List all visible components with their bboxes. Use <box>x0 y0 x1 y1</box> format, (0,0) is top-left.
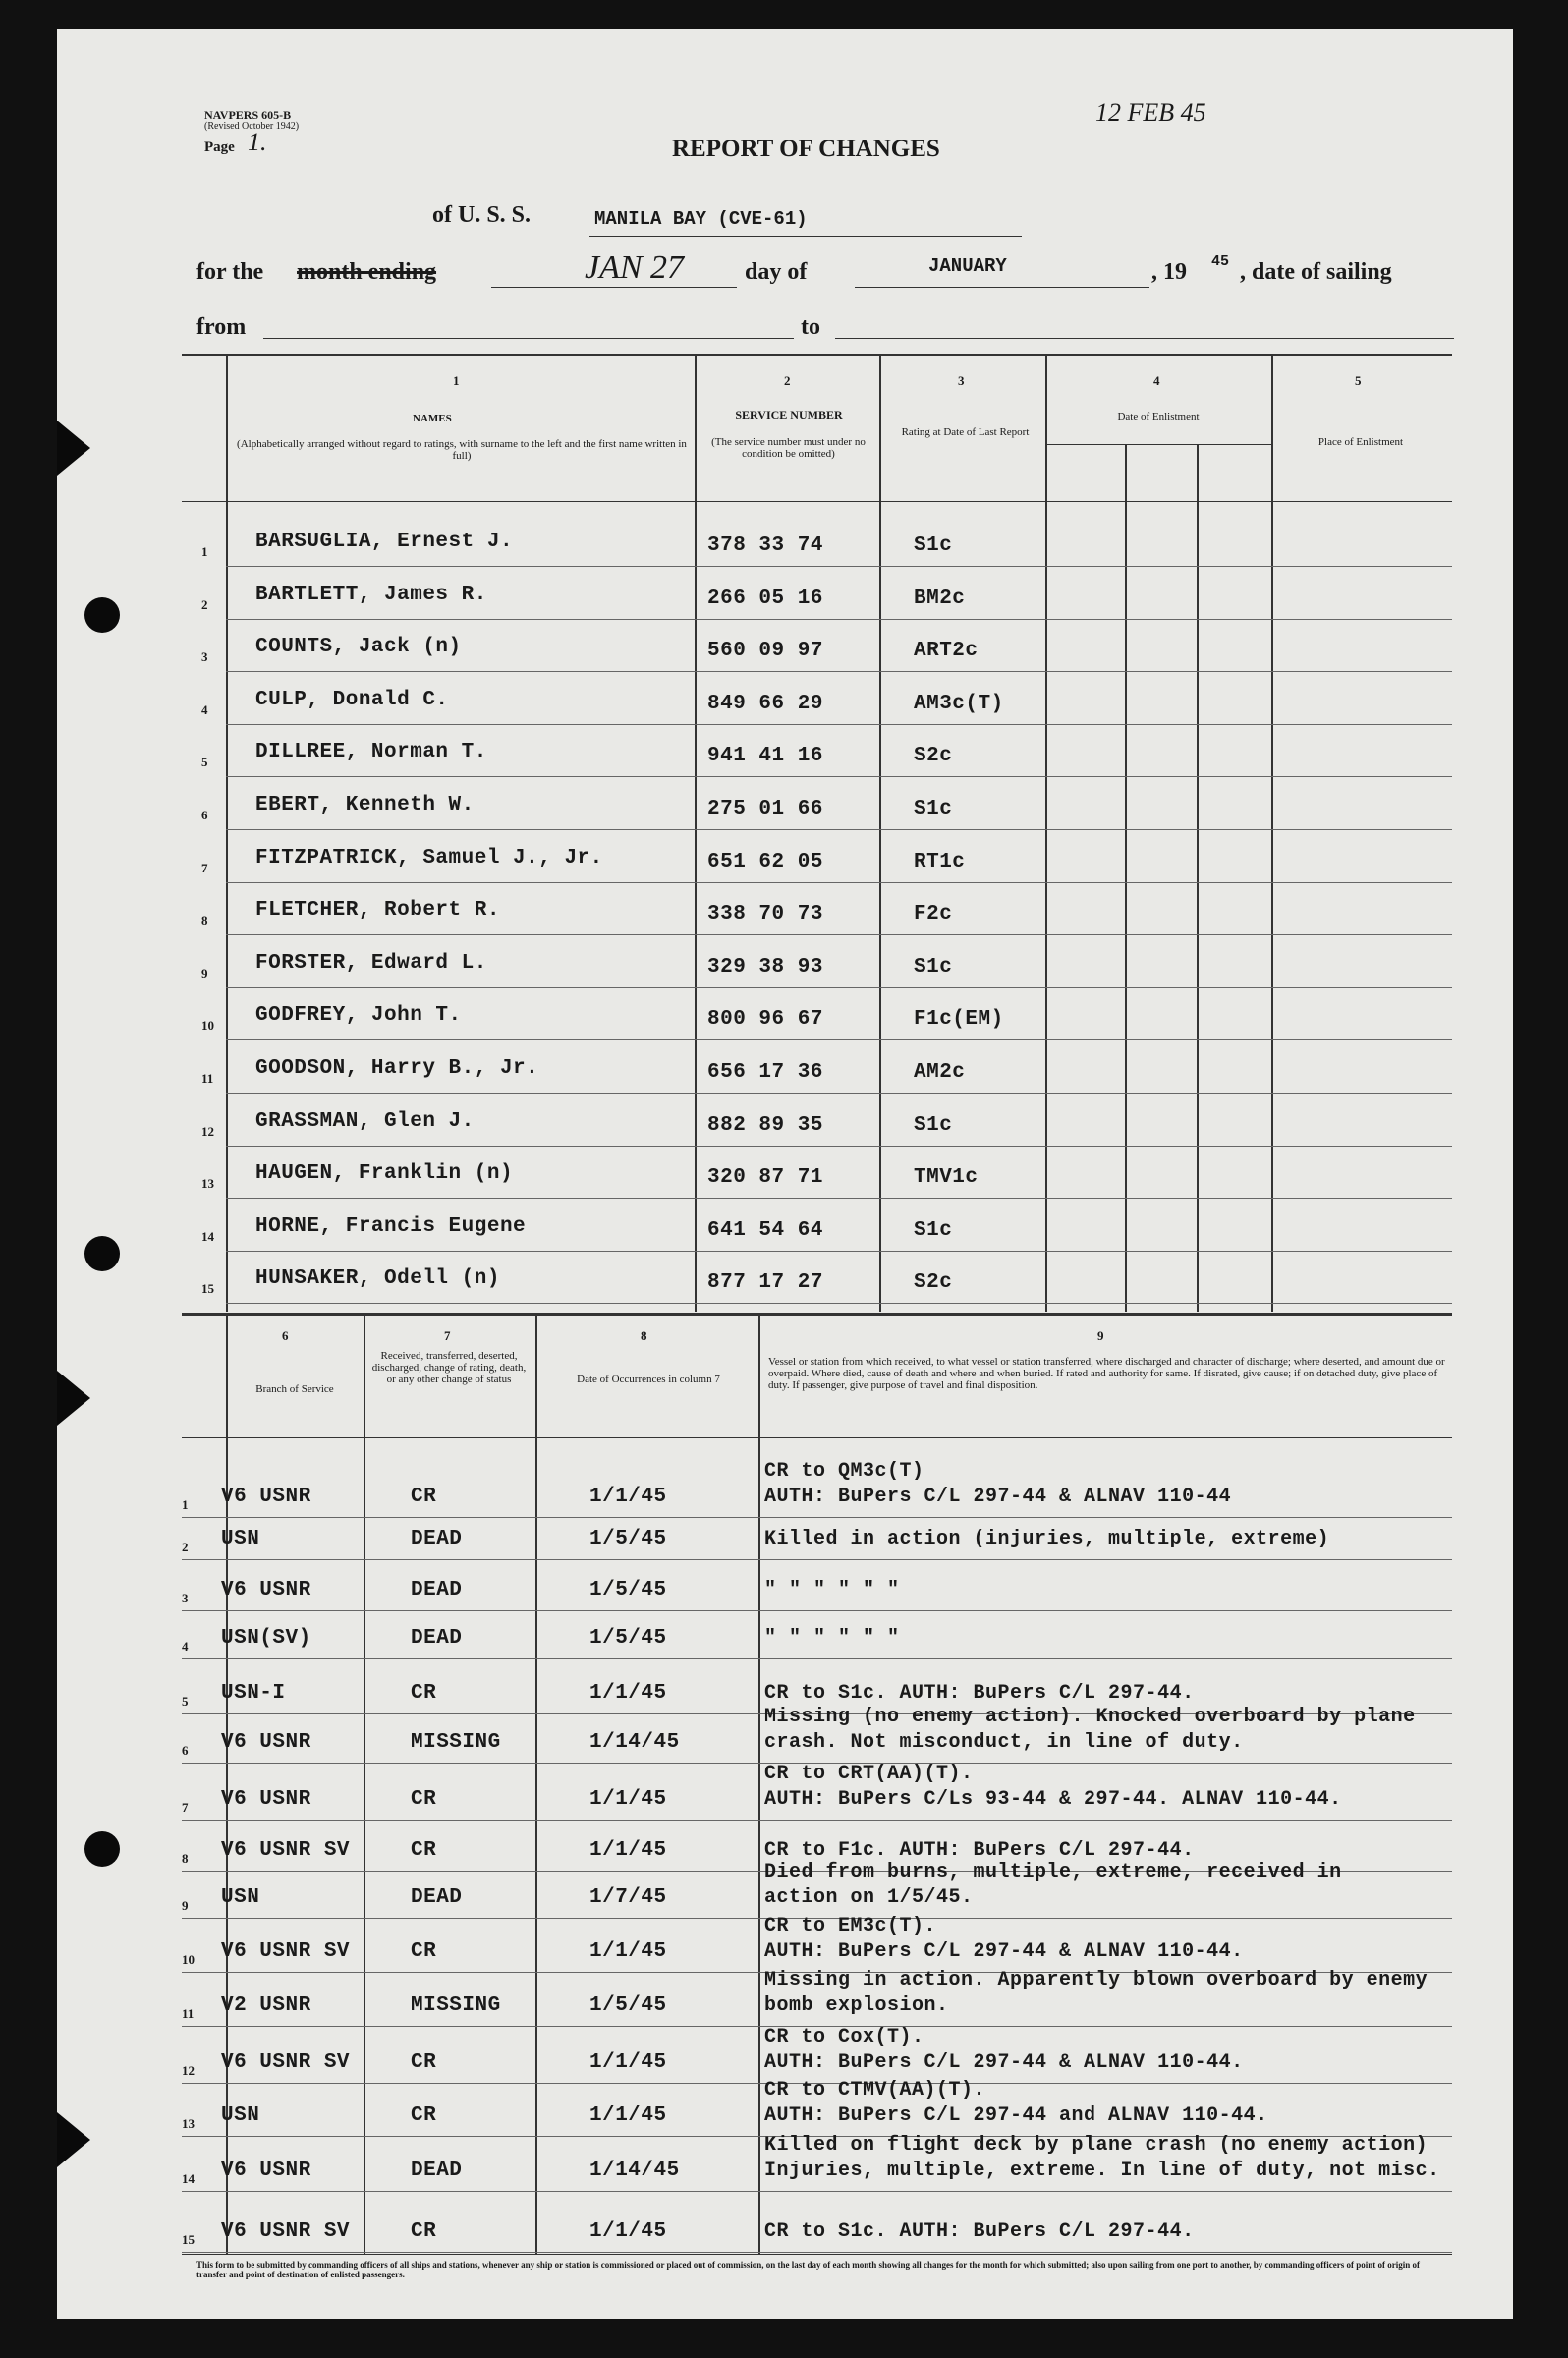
rating: S1c <box>914 956 953 979</box>
col4-sub-divider <box>1125 444 1127 1312</box>
rating: F2c <box>914 903 953 926</box>
occurrence-date: 1/5/45 <box>589 1627 667 1650</box>
row-number: 10 <box>182 1952 195 1967</box>
entry-name: EBERT, Kenneth W. <box>255 794 475 816</box>
ship-name: MANILA BAY (CVE-61) <box>594 208 808 230</box>
remarks-line: bomb explosion. <box>764 1994 949 2017</box>
rating: TMV1c <box>914 1166 979 1189</box>
remarks-line: CR to QM3c(T) <box>764 1460 924 1483</box>
upper-left-rule <box>226 354 228 1312</box>
remarks-line: CR to CTMV(AA)(T). <box>764 2079 986 2102</box>
col1-number: 1 <box>453 373 460 388</box>
entry-name: HORNE, Francis Eugene <box>255 1215 527 1238</box>
change-of-status: DEAD <box>411 1579 463 1601</box>
col8-header: Date of Occurrences in column 7 <box>577 1374 720 1385</box>
col2-number: 2 <box>784 373 791 388</box>
row-number: 13 <box>182 2116 195 2131</box>
rating: S2c <box>914 1271 953 1294</box>
change-of-status: CR <box>411 1788 437 1811</box>
occurrence-date: 1/1/45 <box>589 1940 667 1963</box>
entry-name: HAUGEN, Franklin (n) <box>255 1162 514 1185</box>
col6-number: 6 <box>282 1328 289 1343</box>
row-rule <box>226 776 1452 777</box>
service-number: 275 01 66 <box>707 798 823 820</box>
row-rule <box>226 566 1452 567</box>
punch-hole <box>84 1236 120 1271</box>
row-number: 2 <box>201 597 208 612</box>
change-of-status: CR <box>411 2051 437 2074</box>
service-number: 882 89 35 <box>707 1114 823 1137</box>
day-underline <box>491 287 737 288</box>
remarks-line: AUTH: BuPers C/L 297-44 & ALNAV 110-44 <box>764 1486 1232 1508</box>
row-rule <box>226 987 1452 988</box>
col4-sub-divider <box>1197 444 1199 1312</box>
service-number: 266 05 16 <box>707 588 823 610</box>
change-of-status: DEAD <box>411 1528 463 1550</box>
remarks-line: CR to S1c. AUTH: BuPers C/L 297-44. <box>764 1682 1195 1705</box>
to-underline <box>835 338 1454 339</box>
change-of-status: CR <box>411 2220 437 2243</box>
ship-underline <box>589 236 1022 237</box>
row-rule <box>226 829 1452 830</box>
month-value: JANUARY <box>928 255 1007 277</box>
row-number: 13 <box>201 1176 214 1191</box>
branch-of-service: USN(SV) <box>221 1627 311 1650</box>
branch-of-service: V6 USNR SV <box>221 1839 351 1862</box>
lower-header-bottom <box>182 1437 1452 1438</box>
rating: RT1c <box>914 851 966 873</box>
row-number: 8 <box>182 1851 189 1866</box>
row-number: 6 <box>201 808 208 822</box>
rating: AM3c(T) <box>914 693 1004 715</box>
col3-header: Rating at Date of Last Report <box>901 426 1030 438</box>
rating: BM2c <box>914 588 966 610</box>
remarks-line: action on 1/5/45. <box>764 1886 974 1909</box>
month-ending-struck: month ending <box>297 259 437 285</box>
upper-header-bottom <box>182 501 1452 502</box>
change-of-status: DEAD <box>411 2160 463 2182</box>
occurrence-date: 1/7/45 <box>589 1886 667 1909</box>
received-stamp: 12 FEB 45 <box>1095 98 1206 127</box>
col4-divider <box>1045 354 1047 1312</box>
row-rule <box>182 1658 1452 1659</box>
row-rule <box>226 1093 1452 1094</box>
col3-divider <box>879 354 881 1312</box>
branch-of-service: USN <box>221 1528 260 1550</box>
entry-name: GRASSMAN, Glen J. <box>255 1110 475 1133</box>
occurrence-date: 1/1/45 <box>589 1682 667 1705</box>
col9-header: Vessel or station from which received, to what vessel or station transferred, where discharged and character of discharge; where deserted, and amount due or overpaid. Where died, cause of death and where and when buried. If rated and authority for same. If disrated, give cause; if on detached duty, give place of duty. If passenger, give purpose of travel and final disposition. <box>768 1356 1445 1391</box>
for-the-label: for the <box>196 259 264 285</box>
footer-instructions: This form to be submitted by commanding officers of all ships and stations, whenever any ship or station is commissioned or placed out of commission, on the last day of each month showing all changes for the month for which submitted; also upon sailing from one port to another, by commanding officers of point of origin of transfer and point of destination of enlisted passengers. <box>196 2260 1420 2279</box>
col2-note: (The service number must under no condition be omitted) <box>711 436 866 460</box>
row-rule <box>226 671 1452 672</box>
rating: S1c <box>914 798 953 820</box>
occurrence-date: 1/1/45 <box>589 1486 667 1508</box>
occurrence-date: 1/5/45 <box>589 1579 667 1601</box>
page-title: REPORT OF CHANGES <box>672 136 940 162</box>
remarks-line: CR to Cox(T). <box>764 2026 924 2049</box>
branch-of-service: USN <box>221 2105 260 2127</box>
punch-hole <box>84 1831 120 1867</box>
rating: S1c <box>914 1114 953 1137</box>
remarks-line: Killed on flight deck by plane crash (no enemy action) <box>764 2134 1428 2157</box>
row-rule <box>182 1559 1452 1560</box>
month-underline <box>855 287 1149 288</box>
remarks-line: CR to CRT(AA)(T). <box>764 1763 974 1785</box>
col1-note: (Alphabetically arranged without regard to ratings, with surname to the left and the first name written in full) <box>237 438 687 462</box>
branch-of-service: V6 USNR <box>221 2160 311 2182</box>
row-rule <box>182 2191 1452 2192</box>
remarks-line: AUTH: BuPers C/L 297-44 and ALNAV 110-44. <box>764 2105 1268 2127</box>
service-number: 560 09 97 <box>707 640 823 662</box>
entry-name: FITZPATRICK, Samuel J., Jr. <box>255 847 603 870</box>
remarks-line: AUTH: BuPers C/L 297-44 & ALNAV 110-44. <box>764 1940 1244 1963</box>
branch-of-service: V6 USNR <box>221 1731 311 1754</box>
service-number: 800 96 67 <box>707 1008 823 1031</box>
remarks-line: " " " " " " <box>764 1579 900 1601</box>
occurrence-date: 1/5/45 <box>589 1528 667 1550</box>
service-number: 656 17 36 <box>707 1061 823 1084</box>
remarks-line: crash. Not misconduct, in line of duty. <box>764 1731 1244 1754</box>
rating: S2c <box>914 745 953 767</box>
col1-header: NAMES <box>413 413 452 424</box>
row-number: 14 <box>201 1229 214 1244</box>
entry-name: DILLREE, Norman T. <box>255 741 487 763</box>
service-number: 378 33 74 <box>707 534 823 557</box>
row-number: 7 <box>201 861 208 875</box>
from-underline <box>263 338 794 339</box>
occurrence-date: 1/5/45 <box>589 1994 667 2017</box>
rating: AM2c <box>914 1061 966 1084</box>
row-rule <box>226 1146 1452 1147</box>
occurrence-date: 1/1/45 <box>589 2220 667 2243</box>
change-of-status: CR <box>411 1682 437 1705</box>
col4-header-rule <box>1045 444 1271 445</box>
row-rule <box>226 1303 1452 1304</box>
row-number: 5 <box>182 1694 189 1709</box>
row-number: 4 <box>182 1639 189 1654</box>
entry-name: COUNTS, Jack (n) <box>255 636 462 658</box>
remarks-line: CR to F1c. AUTH: BuPers C/L 297-44. <box>764 1839 1195 1862</box>
branch-of-service: USN-I <box>221 1682 286 1705</box>
row-number: 14 <box>182 2171 195 2186</box>
lower-table-bottom-border <box>182 2254 1452 2255</box>
service-number: 941 41 16 <box>707 745 823 767</box>
col7-header: Received, transferred, deserted, discharged, change of rating, death, or any other change of status <box>371 1350 527 1385</box>
branch-of-service: V6 USNR <box>221 1788 311 1811</box>
row-rule <box>226 1039 1452 1040</box>
col7-divider <box>364 1316 365 2254</box>
entry-name: CULP, Donald C. <box>255 689 449 711</box>
entry-name: HUNSAKER, Odell (n) <box>255 1267 500 1290</box>
day-of-label: day of <box>745 259 808 285</box>
row-number: 11 <box>182 2006 195 2021</box>
change-of-status: CR <box>411 1940 437 1963</box>
remarks-line: Missing (no enemy action). Knocked overboard by plane <box>764 1706 1416 1728</box>
row-number: 3 <box>201 649 208 664</box>
row-number: 9 <box>182 1898 189 1913</box>
row-number: 9 <box>201 966 208 981</box>
occurrence-date: 1/1/45 <box>589 2051 667 2074</box>
change-of-status: CR <box>411 2105 437 2127</box>
row-number: 11 <box>201 1071 214 1086</box>
row-rule <box>226 724 1452 725</box>
to-label: to <box>801 314 820 340</box>
change-of-status: MISSING <box>411 1994 501 2017</box>
row-rule <box>182 1820 1452 1821</box>
from-label: from <box>196 314 247 340</box>
row-number: 2 <box>182 1540 189 1554</box>
service-number: 877 17 27 <box>707 1271 823 1294</box>
col4-number: 4 <box>1153 373 1160 388</box>
row-rule <box>226 882 1452 883</box>
entry-name: BARSUGLIA, Ernest J. <box>255 531 514 553</box>
col5-divider <box>1271 354 1273 1312</box>
rating: S1c <box>914 534 953 557</box>
col8-number: 8 <box>641 1328 647 1343</box>
col6-header: Branch of Service <box>255 1383 334 1395</box>
service-number: 651 62 05 <box>707 851 823 873</box>
row-rule <box>226 619 1452 620</box>
row-number: 15 <box>182 2232 195 2247</box>
branch-of-service: V6 USNR <box>221 1579 311 1601</box>
row-number: 1 <box>201 544 208 559</box>
occurrence-date: 1/14/45 <box>589 1731 680 1754</box>
occurrence-date: 1/14/45 <box>589 2160 680 2182</box>
row-number: 8 <box>201 913 208 927</box>
day-value: JAN 27 <box>585 250 685 286</box>
row-number: 12 <box>182 2063 195 2078</box>
row-rule <box>182 1610 1452 1611</box>
branch-of-service: V6 USNR <box>221 1486 311 1508</box>
row-rule <box>182 2252 1452 2253</box>
branch-of-service: V2 USNR <box>221 1994 311 2017</box>
entry-name: GOODSON, Harry B., Jr. <box>255 1057 539 1080</box>
row-rule <box>226 1198 1452 1199</box>
col9-divider <box>758 1316 760 2254</box>
entry-name: BARTLETT, James R. <box>255 584 487 606</box>
row-number: 3 <box>182 1591 189 1605</box>
row-number: 1 <box>182 1497 189 1512</box>
remarks-line: AUTH: BuPers C/L 297-44 & ALNAV 110-44. <box>764 2051 1244 2074</box>
col7-number: 7 <box>444 1328 451 1343</box>
remarks-line: CR to EM3c(T). <box>764 1915 937 1937</box>
row-number: 10 <box>201 1018 214 1033</box>
branch-of-service: V6 USNR SV <box>221 2051 351 2074</box>
change-of-status: CR <box>411 1486 437 1508</box>
ship-label: of U. S. S. <box>432 202 532 228</box>
row-number: 4 <box>201 702 208 717</box>
col5-header: Place of Enlistment <box>1317 436 1404 448</box>
col9-number: 9 <box>1097 1328 1104 1343</box>
row-rule <box>182 1517 1452 1518</box>
remarks-line: Injuries, multiple, extreme. In line of duty, not misc. <box>764 2160 1440 2182</box>
col4-header: Date of Enlistment <box>1117 411 1200 422</box>
upper-table-bottom-border <box>182 1313 1452 1316</box>
branch-of-service: V6 USNR SV <box>221 2220 351 2243</box>
remarks-line: Died from burns, multiple, extreme, received in <box>764 1861 1342 1883</box>
entry-name: FLETCHER, Robert R. <box>255 899 500 922</box>
remarks-line: Missing in action. Apparently blown overboard by enemy <box>764 1969 1428 1992</box>
change-of-status: DEAD <box>411 1886 463 1909</box>
row-number: 15 <box>201 1281 214 1296</box>
date-of-sailing-label: , date of sailing <box>1240 259 1392 285</box>
page-number: 1. <box>248 128 267 156</box>
service-number: 641 54 64 <box>707 1219 823 1242</box>
service-number: 849 66 29 <box>707 693 823 715</box>
remarks-line: Killed in action (injuries, multiple, extreme) <box>764 1528 1330 1550</box>
row-number: 12 <box>201 1124 214 1139</box>
rating: S1c <box>914 1219 953 1242</box>
service-number: 338 70 73 <box>707 903 823 926</box>
row-rule <box>226 1251 1452 1252</box>
year-value: 45 <box>1211 253 1230 270</box>
year-prefix: , 19 <box>1151 259 1187 285</box>
col3-number: 3 <box>958 373 965 388</box>
page-label: Page <box>204 140 235 155</box>
service-number: 320 87 71 <box>707 1166 823 1189</box>
entry-name: GODFREY, John T. <box>255 1004 462 1027</box>
branch-of-service: V6 USNR SV <box>221 1940 351 1963</box>
entry-name: FORSTER, Edward L. <box>255 952 487 975</box>
col8-divider <box>535 1316 537 2254</box>
row-number: 7 <box>182 1800 189 1815</box>
change-of-status: MISSING <box>411 1731 501 1754</box>
row-number: 5 <box>201 755 208 769</box>
rating: F1c(EM) <box>914 1008 1004 1031</box>
remarks-line: CR to S1c. AUTH: BuPers C/L 297-44. <box>764 2220 1195 2243</box>
change-of-status: CR <box>411 1839 437 1862</box>
form-id: NAVPERS 605-B <box>204 108 292 122</box>
change-of-status: DEAD <box>411 1627 463 1650</box>
remarks-line: AUTH: BuPers C/Ls 93-44 & 297-44. ALNAV 110-44. <box>764 1788 1342 1811</box>
col2-divider <box>695 354 697 1312</box>
row-rule <box>226 934 1452 935</box>
punch-hole <box>84 597 120 633</box>
occurrence-date: 1/1/45 <box>589 2105 667 2127</box>
occurrence-date: 1/1/45 <box>589 1788 667 1811</box>
service-number: 329 38 93 <box>707 956 823 979</box>
col5-number: 5 <box>1355 373 1362 388</box>
col2-header: SERVICE NUMBER <box>735 408 843 421</box>
rating: ART2c <box>914 640 979 662</box>
form-revised: (Revised October 1942) <box>204 121 300 132</box>
upper-table-top-border <box>182 354 1452 356</box>
row-number: 6 <box>182 1743 189 1758</box>
remarks-line: " " " " " " <box>764 1627 900 1650</box>
occurrence-date: 1/1/45 <box>589 1839 667 1862</box>
branch-of-service: USN <box>221 1886 260 1909</box>
